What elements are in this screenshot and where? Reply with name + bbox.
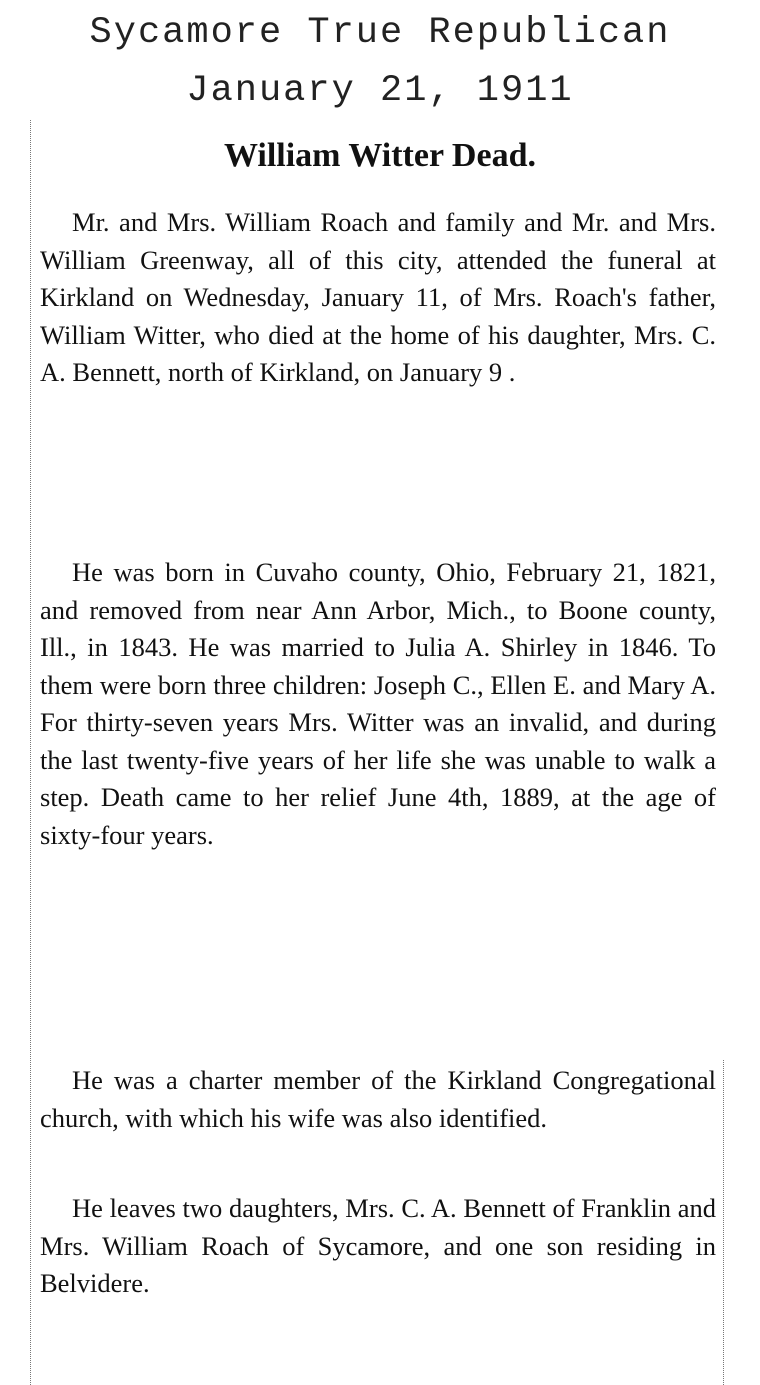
article-paragraph-4: He leaves two daughters, Mrs. C. A. Bennett of Franklin and Mrs. William Roach of Sycamore, and one son residing in Belvidere.: [40, 1193, 716, 1298]
newspaper-name: Sycamore True Republican: [89, 12, 671, 54]
publication-date: January 21, 1911: [186, 70, 574, 112]
newspaper-clipping: [30, 120, 730, 1385]
article-paragraph-1: Mr. and Mrs. William Roach and family and Mr. and Mrs. William Greenway, all of this city, attended the funeral at Kirkland on Wednesday, January 11, of Mrs. Roach's father, William Witter, who died at the home of his daughter, Mrs. C. A. Bennett, north of Kirkland, on January 9 .: [40, 207, 716, 387]
clipping-left-edge: [30, 120, 31, 1385]
article-paragraph-3: He was a charter member of the Kirkland Congregational church, with which his wife was also identified.: [40, 1065, 716, 1133]
article-headline: William Witter Dead.: [224, 137, 536, 174]
clipping-right-edge: [723, 1060, 724, 1385]
article-paragraph-2: He was born in Cuvaho county, Ohio, February 21, 1821, and removed from near Ann Arbor, Mich., to Boone county, Ill., in 1843. He was married to Julia A. Shirley in 1846. To them were born three children: Joseph C., Ellen E. and Mary A. For thirty-seven years Mrs. Witter was an invalid, and during the last twenty-five years of her life she was unable to walk a step. Death came to her relief June 4th, 1889, at the age of sixty-four years.: [40, 557, 716, 850]
page-header: [0, 4, 760, 120]
